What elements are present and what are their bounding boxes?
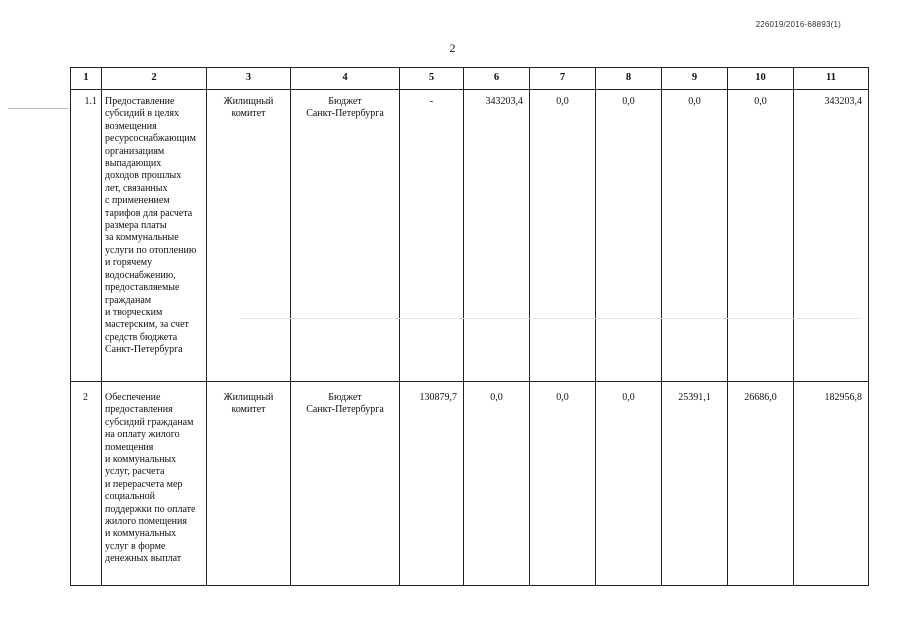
table-row — [71, 90, 869, 382]
page-number: 2 — [449, 41, 456, 55]
value-col-8: 0,0 — [596, 382, 662, 586]
header-cell: 6 — [464, 68, 530, 90]
header-cell: 11 — [794, 68, 869, 90]
value-col-11: 182956,8 — [794, 382, 869, 586]
document-id: 226019/2016-68893(1) — [755, 20, 841, 29]
value-col-5: - — [400, 90, 464, 382]
header-cell: 4 — [291, 68, 400, 90]
row-number: 2 — [71, 382, 102, 586]
value-col-6: 343203,4 — [464, 90, 530, 382]
header-cell: 9 — [662, 68, 728, 90]
value-col-8: 0,0 — [596, 90, 662, 382]
funding-source: Бюджет Санкт-Петербурга — [291, 90, 400, 382]
budget-table — [70, 67, 869, 586]
value-col-5: 130879,7 — [400, 382, 464, 586]
header-cell: 1 — [71, 68, 102, 90]
header-cell: 7 — [530, 68, 596, 90]
scan-artifact — [8, 108, 68, 109]
value-col-9: 0,0 — [662, 90, 728, 382]
value-col-7: 0,0 — [530, 382, 596, 586]
header-cell: 3 — [207, 68, 291, 90]
measure-name: Предоставление субсидий в целях возмещения ресурсоснабжающим организациям выпадающих доходов прошлых лет, связанных с применением тарифов для расчета размера платы за коммунальные услуги по отоплению и горячему водоснабжению, предоставляемые гражданам и творческим мастерским, за счет средств бюджета Санкт-Петербурга — [102, 90, 207, 382]
value-col-11: 343203,4 — [794, 90, 869, 382]
header-cell: 5 — [400, 68, 464, 90]
value-col-10: 26686,0 — [728, 382, 794, 586]
measure-name: Обеспечение предоставления субсидий гражданам на оплату жилого помещения и коммунальных услуг, расчета и перерасчета мер социальной поддержки по оплате жилого помещения и коммунальных услуг в форме денежных выплат — [102, 382, 207, 586]
header-cell: 10 — [728, 68, 794, 90]
header-cell: 8 — [596, 68, 662, 90]
value-col-7: 0,0 — [530, 90, 596, 382]
executor: Жилищный комитет — [207, 90, 291, 382]
value-col-9: 25391,1 — [662, 382, 728, 586]
table-header-row — [71, 68, 869, 90]
executor: Жилищный комитет — [207, 382, 291, 586]
row-number: 1.1 — [71, 90, 102, 382]
header-cell: 2 — [102, 68, 207, 90]
table-row — [71, 382, 869, 586]
scan-artifact — [240, 318, 860, 319]
value-col-6: 0,0 — [464, 382, 530, 586]
value-col-10: 0,0 — [728, 90, 794, 382]
funding-source: Бюджет Санкт-Петербурга — [291, 382, 400, 586]
